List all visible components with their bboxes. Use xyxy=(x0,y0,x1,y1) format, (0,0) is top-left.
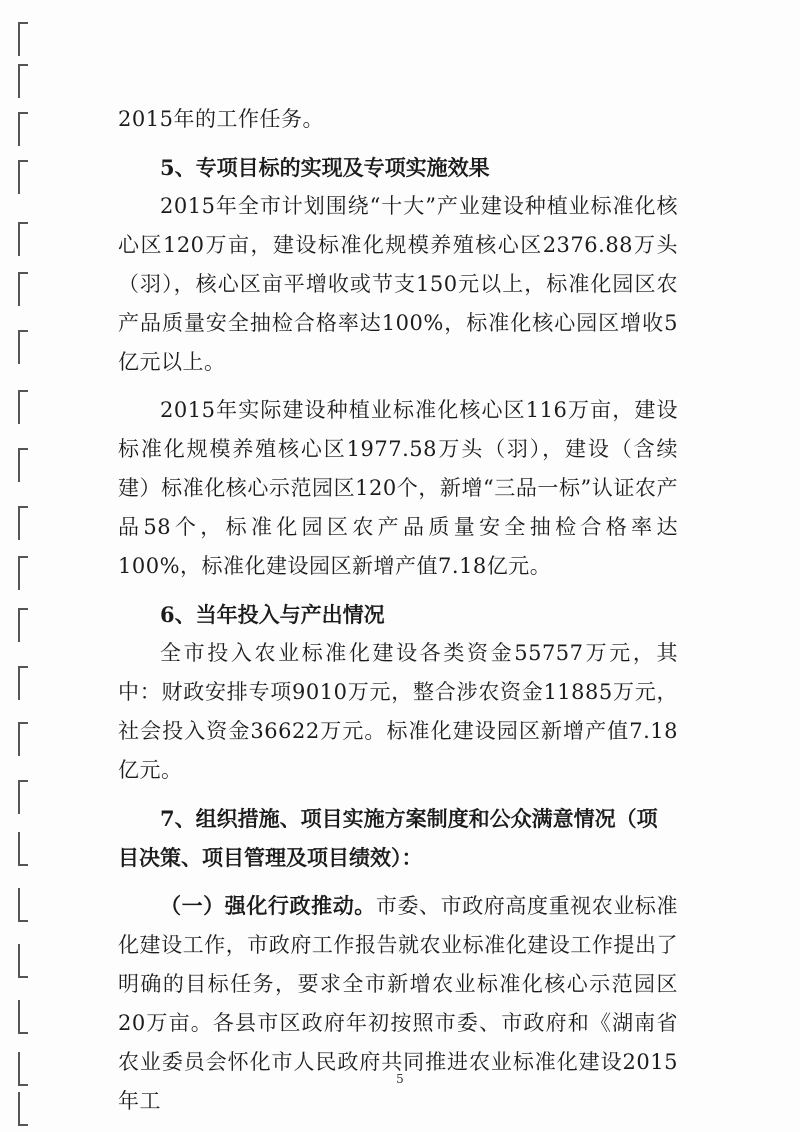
section-heading-5: 5、专项目标的实现及专项实施效果 xyxy=(160,155,490,180)
binding-marks xyxy=(0,0,40,1132)
binding-mark xyxy=(18,222,28,256)
document-body xyxy=(118,100,678,1121)
binding-mark xyxy=(18,448,28,482)
binding-mark xyxy=(18,112,28,146)
binding-mark xyxy=(18,506,28,540)
section-heading-7: 7、组织措施、项目实施方案制度和公众满意情况（项目决策、项目管理及项目绩效）： xyxy=(118,806,658,870)
paragraph-administrative-push-text: 市委、市政府高度重视农业标准化建设工作，市政府工作报告就农业标准化建设工作提出了明确的目标任务，要求全市新增农业标准化核心示范园区20万亩。各县市区政府年初按照市委、市政府和《湖南省农业委员会怀化市人民政府共同推进农业标准化建设2015年工 xyxy=(118,894,679,1113)
binding-mark xyxy=(18,944,28,978)
paragraph-investment: 全市投入农业标准化建设各类资金55757万元，其中：财政安排专项9010万元，整合涉农资金11885万元，社会投入资金36622万元。标准化建设园区新增产值7.18亿元。 xyxy=(118,641,678,782)
page-number: 5 xyxy=(396,1072,404,1086)
binding-mark xyxy=(18,330,28,364)
binding-mark xyxy=(18,666,28,700)
binding-mark xyxy=(18,1092,28,1126)
binding-mark xyxy=(18,556,28,590)
binding-mark xyxy=(18,608,28,642)
paragraph-continuation: 2015年的工作任务。 xyxy=(118,107,324,131)
binding-mark xyxy=(18,780,28,814)
section-heading-6: 6、当年投入与产出情况 xyxy=(160,602,385,627)
binding-mark xyxy=(18,160,28,194)
paragraph-actual-results: 2015年实际建设种植业标准化核心区116万亩，建设标准化规模养殖核心区1977.58万头（羽），建设（含续建）标准化核心示范园区120个，新增“三品一标”认证农产品58个，标准化园区农产品质量安全抽检合格率达100%，标准化建设园区新增产值7.18亿元。 xyxy=(118,398,678,578)
binding-mark xyxy=(18,272,28,306)
binding-mark xyxy=(18,64,28,98)
binding-mark xyxy=(18,722,28,756)
paragraph-plan-targets: 2015年全市计划围绕“十大”产业建设种植业标准化核心区120万亩，建设标准化规模养殖核心区2376.88万头（羽），核心区亩平增收或节支150元以上，标准化园区农产品质量安全抽检合格率达100%，标准化核心园区增收5亿元以上。 xyxy=(118,194,678,374)
binding-mark xyxy=(18,1000,28,1034)
subheading-administrative-push: （一）强化行政推动。 xyxy=(160,893,376,918)
binding-mark xyxy=(18,390,28,424)
binding-mark xyxy=(18,22,28,56)
binding-mark xyxy=(18,832,28,866)
binding-mark xyxy=(18,888,28,922)
